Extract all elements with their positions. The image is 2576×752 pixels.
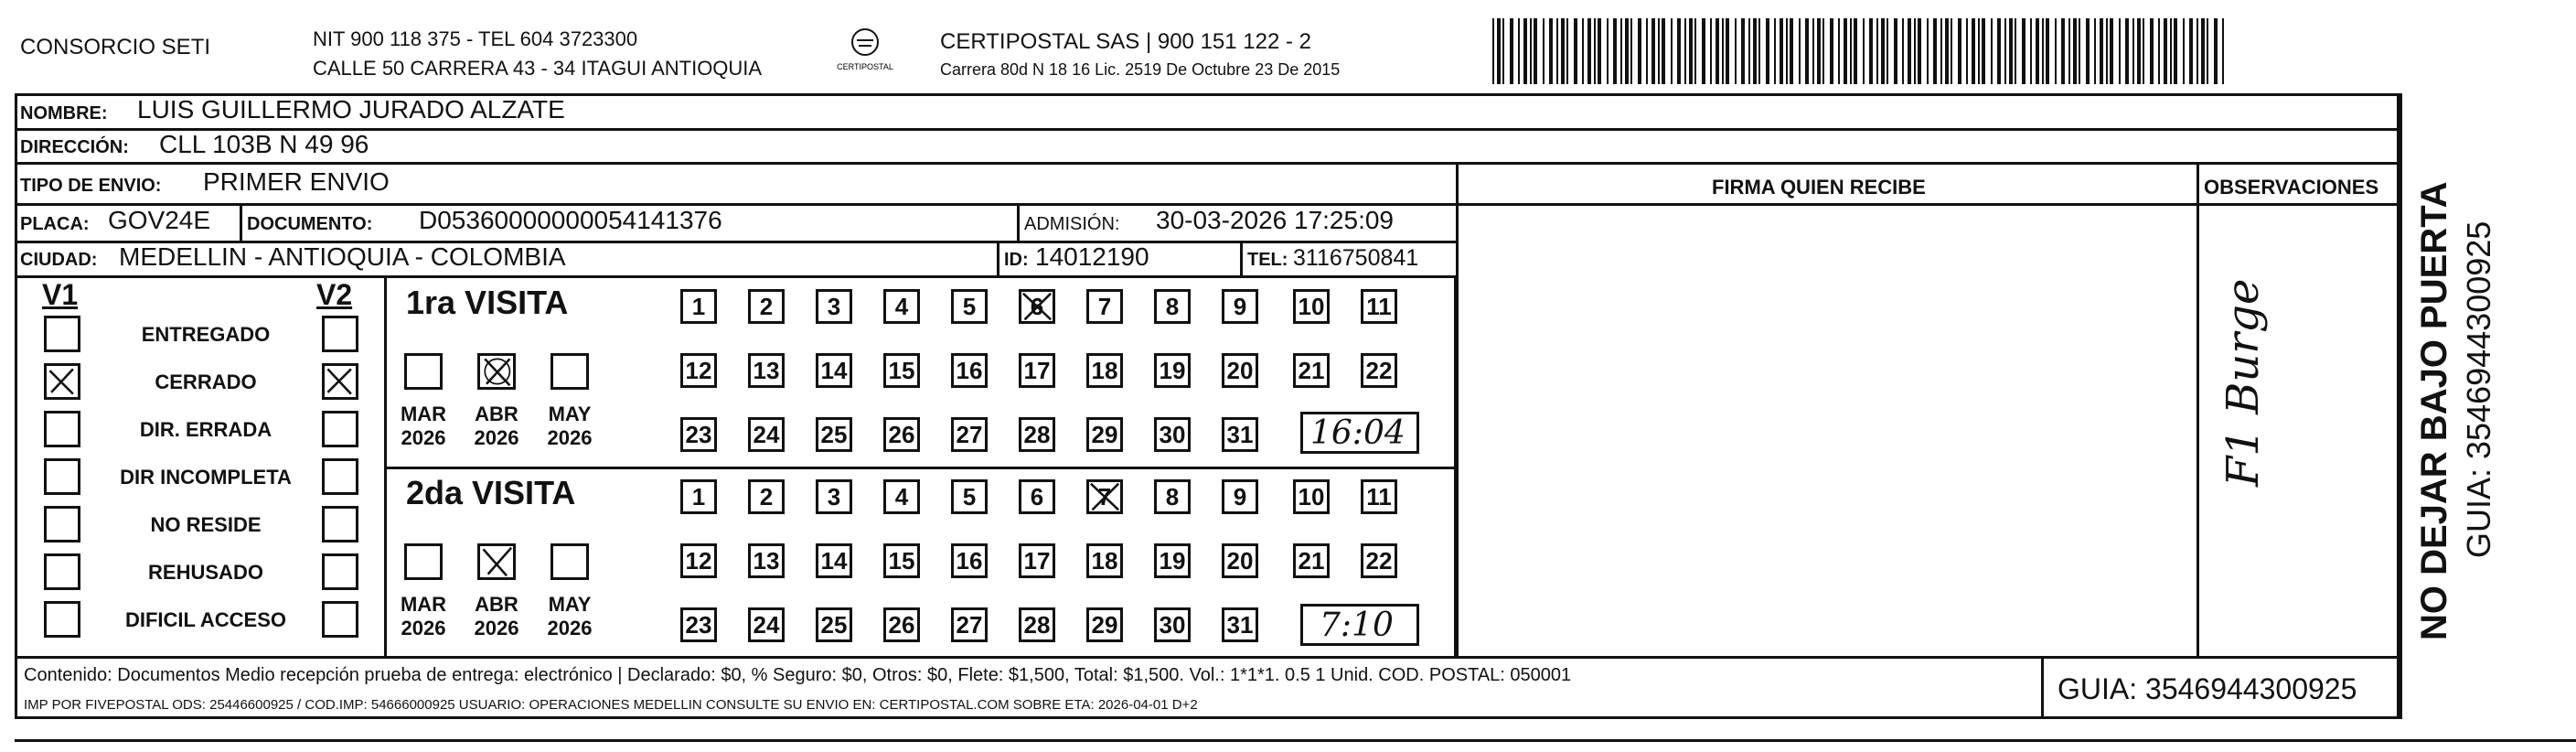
v2-dir-incompleta-checkbox[interactable] xyxy=(322,458,358,495)
visita-1-day-19-box[interactable]: 19 xyxy=(1154,353,1191,388)
visita-2-day-16-box[interactable]: 16 xyxy=(951,543,988,578)
visita-2-time-box xyxy=(1300,604,1419,646)
visita-1-month-abr-label: ABR 2026 xyxy=(474,403,519,449)
documento-label: DOCUMENTO: xyxy=(247,214,373,234)
v2-header: V2 xyxy=(316,278,353,311)
status-dir-incompleta-label: DIR INCOMPLETA xyxy=(120,466,292,489)
visita-2-day-14-box[interactable]: 14 xyxy=(816,543,852,578)
no-dejar-bajo-puerta: NO DEJAR BAJO PUERTA xyxy=(2414,181,2454,640)
visita-1-day-27-box[interactable]: 27 xyxy=(951,417,988,452)
tipo-envio: PRIMER ENVIO xyxy=(203,167,390,196)
tipo-envio-label: TIPO DE ENVIO: xyxy=(20,176,162,196)
visita-2-day-1-box[interactable]: 1 xyxy=(680,479,717,514)
visita-2-day-17-box[interactable]: 17 xyxy=(1019,543,1055,578)
visita-2-month-may-checkbox[interactable] xyxy=(550,543,589,580)
check-mark-icon xyxy=(325,366,356,397)
v1-no-reside-checkbox[interactable] xyxy=(44,506,80,543)
v1-cerrado-checkbox[interactable] xyxy=(44,363,80,400)
check-mark-icon xyxy=(47,366,78,397)
v1-dificil-acceso-checkbox[interactable] xyxy=(44,601,80,638)
visita-2-day-2-box[interactable]: 2 xyxy=(748,479,785,514)
barcode xyxy=(1492,18,2229,84)
visita-2-month-mar-label: MAR 2026 xyxy=(400,593,447,639)
visita-2-day-12-box[interactable]: 12 xyxy=(680,543,717,578)
visita-2-day-7-box[interactable]: 7 xyxy=(1086,479,1123,514)
recipient-address: CLL 103B N 49 96 xyxy=(159,130,369,158)
visita-2-month-abr-checkbox[interactable] xyxy=(477,543,516,580)
status-no-reside-label: NO RESIDE xyxy=(150,513,262,536)
visita-1-day-25-box[interactable]: 25 xyxy=(816,417,852,452)
visita-1-day-5-box[interactable]: 5 xyxy=(951,289,988,324)
visita-1-day-31-box[interactable]: 31 xyxy=(1222,417,1258,452)
telefono: 3116750841 xyxy=(1293,245,1419,271)
visita-1-day-3-box[interactable]: 3 xyxy=(816,289,852,324)
firma-header: FIRMA QUIEN RECIBE xyxy=(1712,176,1926,199)
visita-2-day-29-box[interactable]: 29 xyxy=(1086,607,1123,642)
visita-2-month-may-label: MAY 2026 xyxy=(547,593,593,639)
visita-1-day-13-box[interactable]: 13 xyxy=(748,353,785,388)
check-mark-icon xyxy=(480,546,513,577)
visita-1-day-11-box[interactable]: 11 xyxy=(1361,289,1397,324)
check-mark-icon xyxy=(480,356,513,387)
visita-2-title: 2da VISITA xyxy=(406,474,576,511)
v1-entregado-checkbox[interactable] xyxy=(44,316,80,352)
nombre-label: NOMBRE: xyxy=(20,103,108,124)
certipostal-logo-icon xyxy=(828,24,902,79)
visita-1-day-29-box[interactable]: 29 xyxy=(1086,417,1123,452)
status-cerrado-label: CERRADO xyxy=(155,371,257,393)
visita-2-day-28-box[interactable]: 28 xyxy=(1019,607,1055,642)
visita-1-day-1-box[interactable]: 1 xyxy=(680,289,717,324)
company-name: CONSORCIO SETI xyxy=(20,35,211,59)
visita-2-day-24-box[interactable]: 24 xyxy=(748,607,785,642)
visita-1-month-may-label: MAY 2026 xyxy=(547,403,593,449)
status-entregado-label: ENTREGADO xyxy=(141,323,271,346)
visita-2-day-15-box[interactable]: 15 xyxy=(883,543,920,578)
footer-imp-line: IMP POR FIVEPOSTAL ODS: 25446600925 / COD.IMP: 54666000925 USUARIO: OPERACIONES MEDELLIN CONSULTE SU ENVIO EN: CERTIPOSTAL.COM SOBRE ETA: 2026-04-01 D+2 xyxy=(24,697,1198,713)
v1-dir-incompleta-checkbox[interactable] xyxy=(44,458,80,495)
visita-1-day-30-box[interactable]: 30 xyxy=(1154,417,1191,452)
status-dificil-acceso-label: DIFICIL ACCESO xyxy=(124,608,286,631)
visita-2-day-21-box[interactable]: 21 xyxy=(1293,543,1330,578)
footer-guia: GUIA: 3546944300925 xyxy=(2058,672,2357,705)
admision: 30-03-2026 17:25:09 xyxy=(1156,206,1394,234)
nit-line: NIT 900 118 375 - TEL 604 3723300 xyxy=(313,27,638,50)
visita-1-day-24-box[interactable]: 24 xyxy=(748,417,785,452)
firma-area[interactable] xyxy=(1461,209,2191,653)
visita-1-month-may-checkbox[interactable] xyxy=(550,353,589,390)
visita-2-day-27-box[interactable]: 27 xyxy=(951,607,988,642)
visita-2-day-8-box[interactable]: 8 xyxy=(1154,479,1191,514)
observaciones-handwritten-note: F1 Burge xyxy=(2218,278,2269,487)
visita-2-day-23-box[interactable]: 23 xyxy=(680,607,717,642)
visita-1-time-box xyxy=(1300,412,1419,454)
visita-2-day-4-box[interactable]: 4 xyxy=(883,479,920,514)
id-number: 14012190 xyxy=(1035,242,1149,271)
observaciones-header: OBSERVACIONES xyxy=(2204,176,2379,199)
visita-2-day-6-box[interactable]: 6 xyxy=(1019,479,1055,514)
v1-rehusado-checkbox[interactable] xyxy=(44,553,80,590)
visita-1-day-8-box[interactable]: 8 xyxy=(1154,289,1191,324)
visita-2-day-18-box[interactable]: 18 xyxy=(1086,543,1123,578)
footer-contenido: Contenido: Documentos Medio recepción prueba de entrega: electrónico | Declarado: $0, % Seguro: $0, Otros: $0, Flete: $1,500, Total: $1,500. Vol.: 1*1*1. 0.5 1 Unid. COD. POSTAL: 050001 xyxy=(24,665,1572,685)
visita-2-day-5-box[interactable]: 5 xyxy=(951,479,988,514)
visita-1-day-4-box[interactable]: 4 xyxy=(883,289,920,324)
v2-cerrado-checkbox[interactable] xyxy=(322,363,358,400)
v2-no-reside-checkbox[interactable] xyxy=(322,506,358,543)
visita-2-month-mar-checkbox[interactable] xyxy=(404,543,443,580)
visita-2-day-9-box[interactable]: 9 xyxy=(1222,479,1258,514)
visita-2-day-31-box[interactable]: 31 xyxy=(1222,607,1258,642)
id-label: ID: xyxy=(1004,250,1029,270)
visita-1-day-18-box[interactable]: 18 xyxy=(1086,353,1123,388)
placa-label: PLACA: xyxy=(20,214,90,234)
visita-1-day-6-box[interactable]: 6 xyxy=(1019,289,1055,324)
visita-2-handwritten-time: 7:10 xyxy=(1320,607,1394,644)
visita-2-day-10-box[interactable]: 10 xyxy=(1293,479,1330,514)
company-address: CALLE 50 CARRERA 43 - 34 ITAGUI ANTIOQUIA xyxy=(313,57,763,80)
v1-dir-errada-checkbox[interactable] xyxy=(44,411,80,447)
visita-1-day-12-box[interactable]: 12 xyxy=(680,353,717,388)
ciudad: MEDELLIN - ANTIOQUIA - COLOMBIA xyxy=(119,242,566,271)
visita-2-day-13-box[interactable]: 13 xyxy=(748,543,785,578)
status-dir-errada-label: DIR. ERRADA xyxy=(139,418,273,441)
check-mark-icon xyxy=(1089,482,1120,511)
placa: GOV24E xyxy=(108,206,211,234)
visita-2-day-25-box[interactable]: 25 xyxy=(816,607,852,642)
documento: D05360000000054141376 xyxy=(419,206,722,234)
visita-1-title: 1ra VISITA xyxy=(406,284,569,321)
visita-1-day-23-box[interactable]: 23 xyxy=(680,417,717,452)
v2-entregado-checkbox[interactable] xyxy=(322,316,358,352)
visita-1-day-10-box[interactable]: 10 xyxy=(1293,289,1330,324)
visita-1-day-21-box[interactable]: 21 xyxy=(1293,353,1330,388)
certipostal-line: CERTIPOSTAL SAS | 900 151 122 - 2 xyxy=(940,29,1311,54)
certipostal-license: Carrera 80d N 18 16 Lic. 2519 De Octubre 23 De 2015 xyxy=(940,60,1341,79)
visita-1-day-26-box[interactable]: 26 xyxy=(883,417,920,452)
visita-2-day-3-box[interactable]: 3 xyxy=(816,479,852,514)
v2-dir-errada-checkbox[interactable] xyxy=(322,411,358,447)
visita-2-month-abr-label: ABR 2026 xyxy=(474,593,519,639)
visita-1-month-mar-label: MAR 2026 xyxy=(400,403,447,449)
visita-1-handwritten-time: 16:04 xyxy=(1310,414,1406,452)
v2-dificil-acceso-checkbox[interactable] xyxy=(322,601,358,638)
svg-text:CERTIPOSTAL: CERTIPOSTAL xyxy=(837,62,893,71)
visita-1-day-2-box[interactable]: 2 xyxy=(748,289,785,324)
visita-1-day-7-box[interactable]: 7 xyxy=(1086,289,1123,324)
visita-2-day-22-box[interactable]: 22 xyxy=(1361,543,1397,578)
visita-2-day-19-box[interactable]: 19 xyxy=(1154,543,1191,578)
visita-1-day-28-box[interactable]: 28 xyxy=(1019,417,1055,452)
visita-1-month-mar-checkbox[interactable] xyxy=(404,353,443,390)
v2-rehusado-checkbox[interactable] xyxy=(322,553,358,590)
tel-label: TEL: xyxy=(1247,250,1288,270)
visita-1-day-15-box[interactable]: 15 xyxy=(883,353,920,388)
side-guia: GUIA: 3546944300925 xyxy=(2460,220,2497,558)
ciudad-label: CIUDAD: xyxy=(20,250,98,270)
visita-1-day-14-box[interactable]: 14 xyxy=(816,353,852,388)
visita-2-day-20-box[interactable]: 20 xyxy=(1222,543,1258,578)
admision-label: ADMISIÓN: xyxy=(1024,214,1120,234)
check-mark-icon xyxy=(1021,292,1053,321)
visita-1-month-abr-checkbox[interactable] xyxy=(477,353,516,390)
visita-1-day-9-box[interactable]: 9 xyxy=(1222,289,1258,324)
v1-header: V1 xyxy=(42,278,79,311)
recipient-name: LUIS GUILLERMO JURADO ALZATE xyxy=(137,95,565,124)
direccion-label: DIRECCIÓN: xyxy=(20,137,129,157)
visita-1-day-16-box[interactable]: 16 xyxy=(951,353,988,388)
status-rehusado-label: REHUSADO xyxy=(148,561,263,584)
visita-2-day-30-box[interactable]: 30 xyxy=(1154,607,1191,642)
visita-2-day-11-box[interactable]: 11 xyxy=(1361,479,1397,514)
visita-1-day-17-box[interactable]: 17 xyxy=(1019,353,1055,388)
visita-1-day-20-box[interactable]: 20 xyxy=(1222,353,1258,388)
visita-2-day-26-box[interactable]: 26 xyxy=(883,607,920,642)
visita-1-day-22-box[interactable]: 22 xyxy=(1361,353,1397,388)
